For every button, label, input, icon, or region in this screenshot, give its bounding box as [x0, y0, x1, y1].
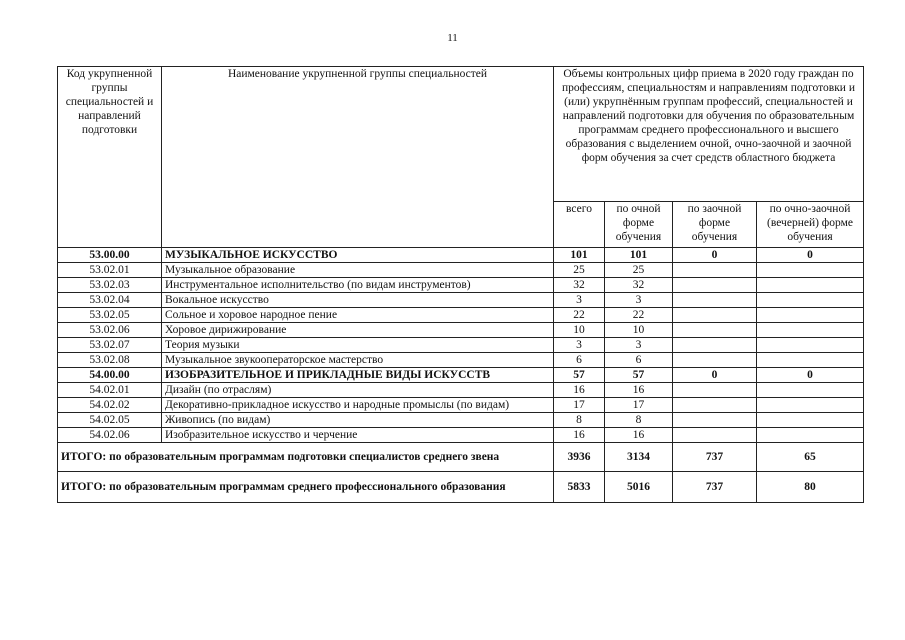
row-total: 16: [554, 383, 605, 398]
row-code: 53.02.08: [58, 353, 162, 368]
header-evening: по очно-заочной (вечерней) форме обучения: [757, 202, 864, 248]
row-code: 54.02.05: [58, 413, 162, 428]
total-full-time: 5016: [605, 472, 673, 503]
row-evening: [757, 323, 864, 338]
row-extramural: [673, 353, 757, 368]
row-code: 54.00.00: [58, 368, 162, 383]
row-name: Вокальное искусство: [162, 293, 554, 308]
row-full-time: 32: [605, 278, 673, 293]
row-name: ИЗОБРАЗИТЕЛЬНОЕ И ПРИКЛАДНЫЕ ВИДЫ ИСКУССТВ: [162, 368, 554, 383]
table-row: [58, 368, 864, 383]
row-extramural: [673, 308, 757, 323]
row-full-time: 10: [605, 323, 673, 338]
row-total: 17: [554, 398, 605, 413]
row-extramural: [673, 278, 757, 293]
row-total: 3: [554, 338, 605, 353]
table-row: [58, 293, 864, 308]
total-evening: 65: [757, 443, 864, 472]
row-full-time: 6: [605, 353, 673, 368]
total-full-time: 3134: [605, 443, 673, 472]
row-name: МУЗЫКАЛЬНОЕ ИСКУССТВО: [162, 248, 554, 263]
header-code: Код укрупненной группы специальностей и направлений подготовки: [58, 67, 162, 248]
row-evening: [757, 293, 864, 308]
row-evening: [757, 353, 864, 368]
row-code: 53.00.00: [58, 248, 162, 263]
row-name: Инструментальное исполнительство (по видам инструментов): [162, 278, 554, 293]
row-name: Хоровое дирижирование: [162, 323, 554, 338]
row-code: 53.02.06: [58, 323, 162, 338]
header-total: всего: [554, 202, 605, 248]
table-row: [58, 278, 864, 293]
row-code: 54.02.01: [58, 383, 162, 398]
row-full-time: 101: [605, 248, 673, 263]
row-full-time: 22: [605, 308, 673, 323]
total-row: [58, 472, 864, 503]
row-evening: 0: [757, 248, 864, 263]
row-name: Теория музыки: [162, 338, 554, 353]
row-evening: [757, 413, 864, 428]
row-total: 10: [554, 323, 605, 338]
row-extramural: [673, 263, 757, 278]
row-extramural: 0: [673, 368, 757, 383]
row-name: Декоративно-прикладное искусство и народные промыслы (по видам): [162, 398, 554, 413]
row-full-time: 8: [605, 413, 673, 428]
row-code: 54.02.06: [58, 428, 162, 443]
row-total: 6: [554, 353, 605, 368]
row-evening: [757, 383, 864, 398]
row-code: 53.02.03: [58, 278, 162, 293]
row-name: Сольное и хоровое народное пение: [162, 308, 554, 323]
row-code: 54.02.02: [58, 398, 162, 413]
row-total: 25: [554, 263, 605, 278]
total-extramural: 737: [673, 472, 757, 503]
table-row: [58, 308, 864, 323]
total-label: ИТОГО: по образовательным программам подготовки специалистов среднего звена: [58, 443, 554, 472]
row-name: Дизайн (по отраслям): [162, 383, 554, 398]
row-name: Музыкальное образование: [162, 263, 554, 278]
row-name: Изобразительное искусство и черчение: [162, 428, 554, 443]
row-evening: [757, 308, 864, 323]
row-code: 53.02.05: [58, 308, 162, 323]
table-row: [58, 413, 864, 428]
page-number: 11: [447, 32, 458, 44]
row-code: 53.02.04: [58, 293, 162, 308]
total-total: 3936: [554, 443, 605, 472]
row-total: 16: [554, 428, 605, 443]
header-volumes: Объемы контрольных цифр приема в 2020 году граждан по профессиям, специальностям и направлениям подготовки и (или) укрупнённым группам профессий, специальностей и направлений подготовки для обучения по образовательным программам среднего профессионального и высшего образования с выделением очной, очно-заочной и заочной форм обучения за счет средств областного бюджета: [554, 67, 864, 202]
table-row: [58, 428, 864, 443]
row-extramural: [673, 398, 757, 413]
row-evening: 0: [757, 368, 864, 383]
table-row: [58, 398, 864, 413]
row-code: 53.02.07: [58, 338, 162, 353]
row-evening: [757, 398, 864, 413]
row-evening: [757, 278, 864, 293]
table-row: [58, 338, 864, 353]
row-evening: [757, 263, 864, 278]
row-full-time: 17: [605, 398, 673, 413]
row-extramural: 0: [673, 248, 757, 263]
row-total: 32: [554, 278, 605, 293]
table-row: [58, 353, 864, 368]
row-full-time: 3: [605, 338, 673, 353]
table-row: [58, 248, 864, 263]
total-evening: 80: [757, 472, 864, 503]
row-name: Живопись (по видам): [162, 413, 554, 428]
row-extramural: [673, 413, 757, 428]
total-label: ИТОГО: по образовательным программам среднего профессионального образования: [58, 472, 554, 503]
row-full-time: 3: [605, 293, 673, 308]
row-total: 22: [554, 308, 605, 323]
row-total: 101: [554, 248, 605, 263]
table-row: [58, 323, 864, 338]
total-extramural: 737: [673, 443, 757, 472]
row-evening: [757, 428, 864, 443]
table-row: [58, 263, 864, 278]
row-evening: [757, 338, 864, 353]
row-full-time: 16: [605, 428, 673, 443]
header-full-time: по очной форме обучения: [605, 202, 673, 248]
row-extramural: [673, 293, 757, 308]
row-full-time: 16: [605, 383, 673, 398]
row-code: 53.02.01: [58, 263, 162, 278]
total-total: 5833: [554, 472, 605, 503]
row-extramural: [673, 323, 757, 338]
row-total: 57: [554, 368, 605, 383]
admission-table: [57, 66, 864, 503]
total-row: [58, 443, 864, 472]
table-row: [58, 383, 864, 398]
row-total: 8: [554, 413, 605, 428]
table-body: [58, 248, 864, 503]
row-total: 3: [554, 293, 605, 308]
header-extramural: по заочной форме обучения: [673, 202, 757, 248]
row-full-time: 25: [605, 263, 673, 278]
row-extramural: [673, 428, 757, 443]
row-extramural: [673, 383, 757, 398]
header-name: Наименование укрупненной группы специальностей: [162, 67, 554, 248]
row-extramural: [673, 338, 757, 353]
row-full-time: 57: [605, 368, 673, 383]
row-name: Музыкальное звукооператорское мастерство: [162, 353, 554, 368]
